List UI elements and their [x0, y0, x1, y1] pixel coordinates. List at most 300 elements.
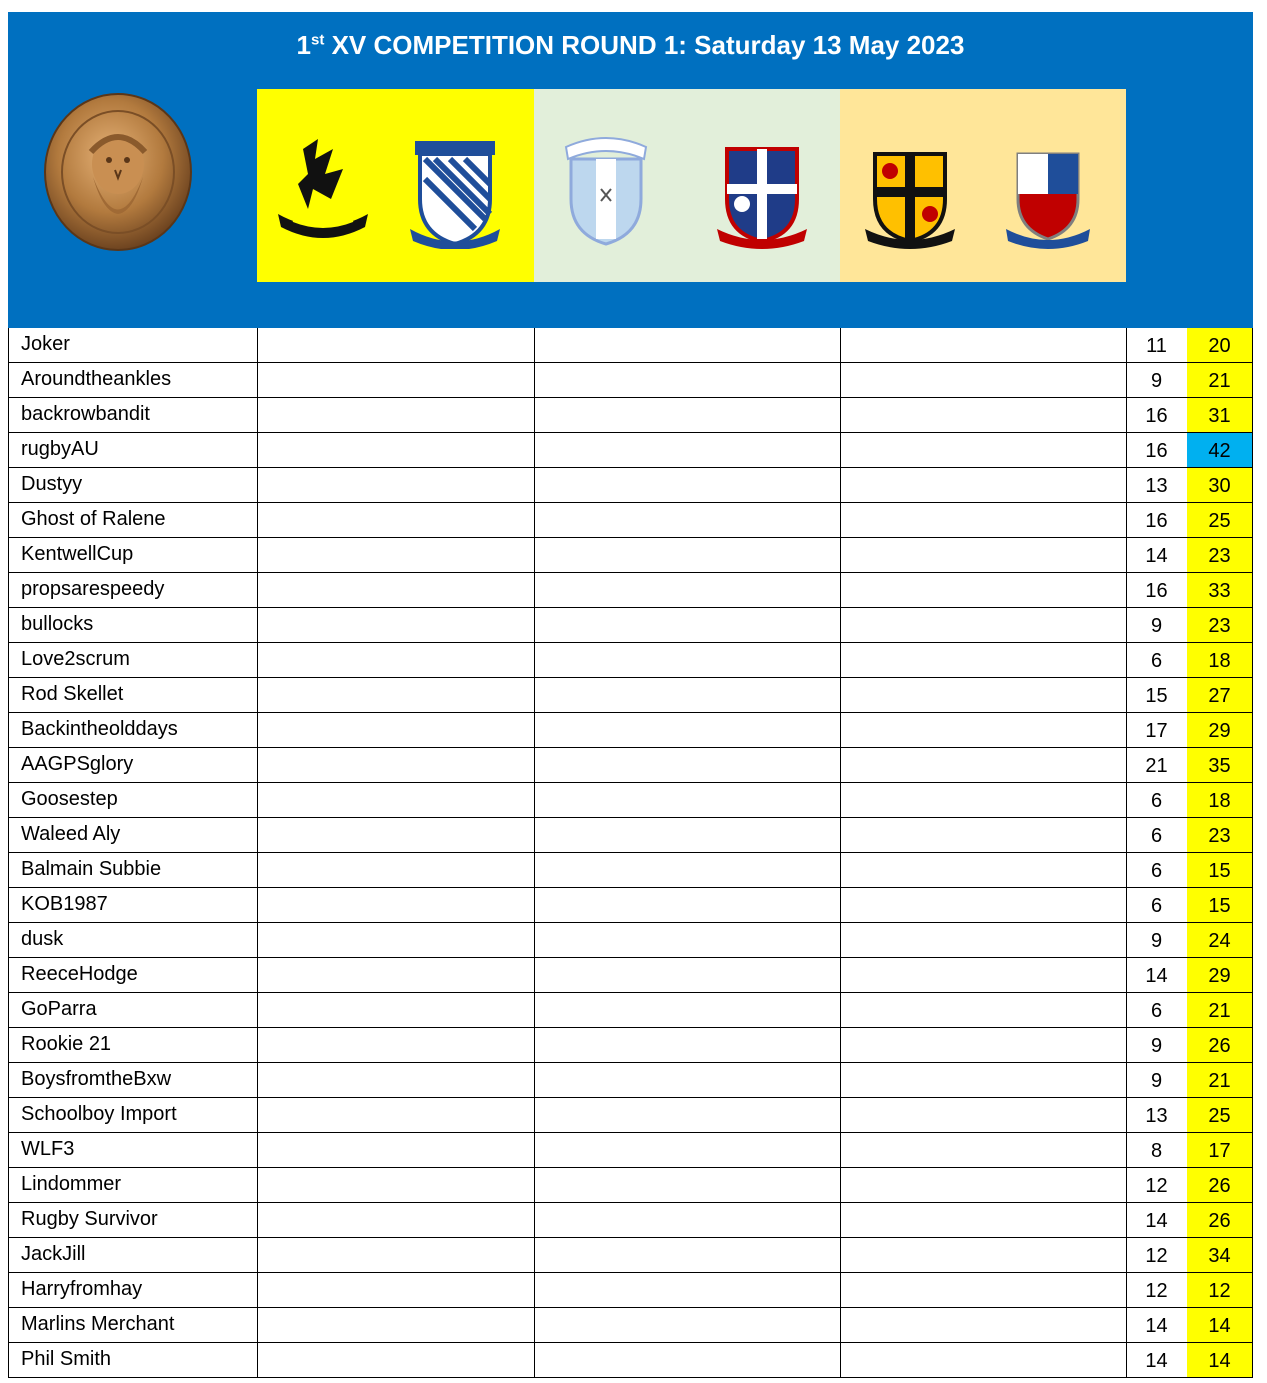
- total-score: 25: [1208, 510, 1231, 532]
- player-name-cell: [8, 328, 258, 363]
- round-score-cell: [1126, 993, 1188, 1028]
- player-name-cell: [8, 1028, 258, 1063]
- round-score: 16: [1145, 405, 1168, 427]
- player-name-cell: [8, 1133, 258, 1168]
- round-score: 9: [1150, 1035, 1163, 1057]
- total-score: 25: [1208, 1105, 1231, 1127]
- total-score-cell: [1187, 1063, 1253, 1098]
- total-score-cell: [1187, 1203, 1253, 1238]
- total-score: 21: [1208, 1000, 1231, 1022]
- round-score-cell: [1126, 888, 1188, 923]
- player-name-cell: [8, 608, 258, 643]
- player-name-cell: [8, 678, 258, 713]
- pick-cell-2: [534, 818, 841, 853]
- table-row: [8, 1028, 1253, 1063]
- total-score-cell: [1187, 1098, 1253, 1133]
- table-row: [8, 1098, 1253, 1133]
- round-score: 6: [1150, 825, 1163, 847]
- pick-cell-1: [257, 573, 535, 608]
- title-superscript: st: [311, 31, 325, 49]
- pick-cell-3: [840, 573, 1127, 608]
- pick-cell-1: [257, 923, 535, 958]
- pick-cell-2: [534, 1203, 841, 1238]
- total-score: 35: [1208, 755, 1231, 777]
- table-row: [8, 1203, 1253, 1238]
- pick-cell-1: [257, 783, 535, 818]
- total-score-cell: [1187, 853, 1253, 888]
- round-score: 6: [1150, 1000, 1163, 1022]
- table-row: [8, 573, 1253, 608]
- player-name: backrowbandit: [21, 403, 150, 425]
- pick-cell-3: [840, 853, 1127, 888]
- table-row: [8, 958, 1253, 993]
- total-score-cell: [1187, 713, 1253, 748]
- round-score-cell: [1126, 1133, 1188, 1168]
- pick-cell-1: [257, 713, 535, 748]
- player-name-cell: [8, 923, 258, 958]
- total-score: 20: [1208, 335, 1231, 357]
- round-score: 17: [1145, 720, 1168, 742]
- player-name-cell: [8, 1273, 258, 1308]
- pick-cell-2: [534, 503, 841, 538]
- player-name: ReeceHodge: [21, 963, 138, 985]
- player-name-cell: [8, 818, 258, 853]
- round-score-cell: [1126, 433, 1188, 468]
- player-name-cell: [8, 468, 258, 503]
- pick-cell-1: [257, 678, 535, 713]
- total-score: 42: [1208, 440, 1231, 462]
- pick-cell-2: [534, 398, 841, 433]
- round-score: 16: [1145, 580, 1168, 602]
- player-name-cell: [8, 503, 258, 538]
- round-score: 9: [1150, 930, 1163, 952]
- round-score-cell: [1126, 608, 1188, 643]
- total-score-cell: [1187, 748, 1253, 783]
- pick-cell-3: [840, 1238, 1127, 1273]
- pick-cell-1: [257, 1343, 535, 1378]
- table-row: [8, 1063, 1253, 1098]
- pick-cell-3: [840, 678, 1127, 713]
- player-name: Joker: [21, 333, 70, 355]
- pick-cell-1: [257, 958, 535, 993]
- pick-cell-1: [257, 608, 535, 643]
- total-score: 23: [1208, 615, 1231, 637]
- round-score: 16: [1145, 440, 1168, 462]
- title-prefix: 1: [296, 30, 312, 60]
- pick-cell-3: [840, 538, 1127, 573]
- pick-cell-3: [840, 958, 1127, 993]
- pick-cell-3: [840, 783, 1127, 818]
- round-score: 9: [1150, 370, 1163, 392]
- table-row: [8, 678, 1253, 713]
- pick-cell-3: [840, 993, 1127, 1028]
- pick-cell-2: [534, 468, 841, 503]
- pick-cell-2: [534, 1238, 841, 1273]
- round-score: 6: [1150, 895, 1163, 917]
- pick-cell-3: [840, 328, 1127, 363]
- player-name-cell: [8, 1168, 258, 1203]
- total-score: 27: [1208, 685, 1231, 707]
- table-row: [8, 1238, 1253, 1273]
- total-score: 24: [1208, 930, 1231, 952]
- total-score: 17: [1208, 1140, 1231, 1162]
- round-score-cell: [1126, 923, 1188, 958]
- total-score-cell: [1187, 993, 1253, 1028]
- round-score: 6: [1150, 860, 1163, 882]
- round-score-cell: [1126, 853, 1188, 888]
- table-row: [8, 363, 1253, 398]
- player-name-cell: [8, 1343, 258, 1378]
- table-row: [8, 1168, 1253, 1203]
- player-name-cell: [8, 713, 258, 748]
- round-score-cell: [1126, 1238, 1188, 1273]
- pick-cell-1: [257, 1168, 535, 1203]
- pick-cell-3: [840, 363, 1127, 398]
- pick-cell-3: [840, 503, 1127, 538]
- table-row: [8, 503, 1253, 538]
- player-name: Marlins Merchant: [21, 1313, 175, 1335]
- pick-cell-3: [840, 1133, 1127, 1168]
- round-score-cell: [1126, 538, 1188, 573]
- round-score-cell: [1126, 573, 1188, 608]
- riverview-crest-icon: [405, 129, 505, 249]
- total-score-cell: [1187, 538, 1253, 573]
- total-score-cell: [1187, 818, 1253, 853]
- table-row: [8, 433, 1253, 468]
- total-score-cell: [1187, 1028, 1253, 1063]
- pick-cell-3: [840, 818, 1127, 853]
- player-name-cell: [8, 538, 258, 573]
- total-score-cell: [1187, 888, 1253, 923]
- pick-cell-3: [840, 1063, 1127, 1098]
- pick-cell-1: [257, 853, 535, 888]
- round-score-cell: [1126, 468, 1188, 503]
- pick-cell-3: [840, 923, 1127, 958]
- pick-cell-1: [257, 1028, 535, 1063]
- title-rest: XV COMPETITION ROUND 1: Saturday 13 May 2023: [324, 30, 965, 60]
- round-score-cell: [1126, 363, 1188, 398]
- total-score: 21: [1208, 370, 1231, 392]
- pick-cell-2: [534, 1343, 841, 1378]
- round-score-cell: [1126, 1273, 1188, 1308]
- player-name-cell: [8, 1238, 258, 1273]
- total-score: 18: [1208, 790, 1231, 812]
- player-name: AAGPSglory: [21, 753, 134, 775]
- pick-cell-1: [257, 993, 535, 1028]
- pick-cell-3: [840, 433, 1127, 468]
- total-score: 30: [1208, 475, 1231, 497]
- total-score: 29: [1208, 720, 1231, 742]
- pick-cell-2: [534, 328, 841, 363]
- header-band: [8, 12, 1253, 328]
- total-score: 23: [1208, 545, 1231, 567]
- results-table: [8, 328, 1253, 1378]
- round-score-cell: [1126, 678, 1188, 713]
- crest-panel-green: [534, 89, 840, 282]
- pick-cell-1: [257, 1098, 535, 1133]
- pick-cell-2: [534, 363, 841, 398]
- total-score: 34: [1208, 1245, 1231, 1267]
- pick-cell-2: [534, 888, 841, 923]
- total-score: 23: [1208, 825, 1231, 847]
- round-score: 12: [1145, 1280, 1168, 1302]
- pick-cell-1: [257, 1308, 535, 1343]
- player-name: Rookie 21: [21, 1033, 112, 1055]
- pick-cell-3: [840, 1203, 1127, 1238]
- total-score-cell: [1187, 1273, 1253, 1308]
- player-name-cell: [8, 398, 258, 433]
- pick-cell-1: [257, 363, 535, 398]
- total-score-cell: [1187, 1308, 1253, 1343]
- total-score: 29: [1208, 965, 1231, 987]
- player-name: Aroundtheankles: [21, 368, 172, 390]
- player-name: rugbyAU: [21, 438, 99, 460]
- total-score: 31: [1208, 405, 1231, 427]
- table-row: [8, 608, 1253, 643]
- player-name: Waleed Aly: [21, 823, 121, 845]
- player-name-cell: [8, 1063, 258, 1098]
- player-name-cell: [8, 783, 258, 818]
- table-row: [8, 643, 1253, 678]
- total-score-cell: [1187, 643, 1253, 678]
- crest-panel-orange: [840, 89, 1126, 282]
- table-row: [8, 1133, 1253, 1168]
- round-score: 14: [1145, 1210, 1168, 1232]
- pick-cell-2: [534, 713, 841, 748]
- total-score: 26: [1208, 1035, 1231, 1057]
- pick-cell-2: [534, 1063, 841, 1098]
- player-name-cell: [8, 433, 258, 468]
- player-name: Dustyy: [21, 473, 83, 495]
- pick-cell-2: [534, 1098, 841, 1133]
- round-score-cell: [1126, 1063, 1188, 1098]
- total-score-cell: [1187, 363, 1253, 398]
- round-score: 14: [1145, 965, 1168, 987]
- player-name: KOB1987: [21, 893, 108, 915]
- round-score: 16: [1145, 510, 1168, 532]
- total-score-cell: [1187, 503, 1253, 538]
- table-row: [8, 713, 1253, 748]
- player-name: Harryfromhay: [21, 1278, 143, 1300]
- player-name-cell: [8, 1308, 258, 1343]
- table-row: [8, 328, 1253, 363]
- round-score: 12: [1145, 1245, 1168, 1267]
- pick-cell-2: [534, 573, 841, 608]
- pick-cell-1: [257, 503, 535, 538]
- pick-cell-2: [534, 1133, 841, 1168]
- player-name-cell: [8, 888, 258, 923]
- round-score: 8: [1150, 1140, 1163, 1162]
- pick-cell-2: [534, 853, 841, 888]
- total-score-cell: [1187, 328, 1253, 363]
- player-name: WLF3: [21, 1138, 75, 1160]
- total-score: 21: [1208, 1070, 1231, 1092]
- pick-cell-3: [840, 1273, 1127, 1308]
- player-name: Backintheolddays: [21, 718, 178, 740]
- player-name-cell: [8, 1203, 258, 1238]
- pick-cell-1: [257, 1238, 535, 1273]
- table-row: [8, 398, 1253, 433]
- round-score-cell: [1126, 818, 1188, 853]
- pick-cell-3: [840, 748, 1127, 783]
- pick-cell-3: [840, 713, 1127, 748]
- cross-stars-crest-icon: [712, 129, 812, 249]
- player-name-cell: [8, 1098, 258, 1133]
- scots-college-crest-icon: [860, 129, 960, 249]
- total-score-cell: [1187, 573, 1253, 608]
- round-score: 21: [1145, 755, 1168, 777]
- total-score-cell: [1187, 923, 1253, 958]
- pick-cell-2: [534, 993, 841, 1028]
- pick-cell-2: [534, 1168, 841, 1203]
- pick-cell-1: [257, 538, 535, 573]
- pick-cell-3: [840, 1168, 1127, 1203]
- pick-cell-3: [840, 1098, 1127, 1133]
- round-score: 15: [1145, 685, 1168, 707]
- player-name: KentwellCup: [21, 543, 134, 565]
- total-score-cell: [1187, 1168, 1253, 1203]
- total-score-cell: [1187, 1343, 1253, 1378]
- round-score-cell: [1126, 328, 1188, 363]
- dragon-crest-icon: [273, 129, 373, 249]
- total-score-cell: [1187, 1133, 1253, 1168]
- player-name: GoParra: [21, 998, 97, 1020]
- total-score: 26: [1208, 1175, 1231, 1197]
- round-score-cell: [1126, 1098, 1188, 1133]
- pick-cell-2: [534, 643, 841, 678]
- pick-cell-2: [534, 1308, 841, 1343]
- round-score: 14: [1145, 545, 1168, 567]
- pick-cell-2: [534, 608, 841, 643]
- pick-cell-2: [534, 538, 841, 573]
- pick-cell-1: [257, 398, 535, 433]
- pick-cell-2: [534, 1028, 841, 1063]
- round-score-cell: [1126, 958, 1188, 993]
- total-score: 26: [1208, 1210, 1231, 1232]
- pick-cell-2: [534, 923, 841, 958]
- player-name: dusk: [21, 928, 64, 950]
- round-score: 9: [1150, 615, 1163, 637]
- total-score: 15: [1208, 860, 1231, 882]
- player-name: JackJill: [21, 1243, 86, 1265]
- pick-cell-3: [840, 468, 1127, 503]
- association-medal-icon: [43, 92, 193, 252]
- total-score-cell: [1187, 783, 1253, 818]
- total-score: 18: [1208, 650, 1231, 672]
- round-score: 6: [1150, 650, 1163, 672]
- page-title: [8, 30, 1253, 61]
- round-score-cell: [1126, 1168, 1188, 1203]
- pick-cell-3: [840, 643, 1127, 678]
- player-name-cell: [8, 993, 258, 1028]
- table-row: [8, 1343, 1253, 1378]
- round-score-cell: [1126, 503, 1188, 538]
- pick-cell-1: [257, 888, 535, 923]
- player-name-cell: [8, 958, 258, 993]
- player-name: propsarespeedy: [21, 578, 165, 600]
- pick-cell-3: [840, 398, 1127, 433]
- round-score: 14: [1145, 1350, 1168, 1372]
- total-score: 33: [1208, 580, 1231, 602]
- total-score: 14: [1208, 1350, 1231, 1372]
- table-row: [8, 923, 1253, 958]
- table-row: [8, 468, 1253, 503]
- player-name: Rod Skellet: [21, 683, 124, 705]
- player-name: Ghost of Ralene: [21, 508, 166, 530]
- table-row: [8, 783, 1253, 818]
- pick-cell-1: [257, 643, 535, 678]
- pick-cell-1: [257, 748, 535, 783]
- table-row: [8, 993, 1253, 1028]
- total-score-cell: [1187, 398, 1253, 433]
- round-score-cell: [1126, 643, 1188, 678]
- pick-cell-1: [257, 1063, 535, 1098]
- total-score: 15: [1208, 895, 1231, 917]
- round-score: 6: [1150, 790, 1163, 812]
- pick-cell-1: [257, 468, 535, 503]
- round-score-cell: [1126, 398, 1188, 433]
- pick-cell-2: [534, 958, 841, 993]
- pick-cell-3: [840, 1343, 1127, 1378]
- total-score-cell: [1187, 1238, 1253, 1273]
- player-name: Love2scrum: [21, 648, 130, 670]
- player-name: Phil Smith: [21, 1348, 112, 1370]
- player-name-cell: [8, 853, 258, 888]
- table-row: [8, 888, 1253, 923]
- player-name: Lindommer: [21, 1173, 122, 1195]
- total-score: 14: [1208, 1315, 1231, 1337]
- pick-cell-1: [257, 1273, 535, 1308]
- pick-cell-1: [257, 1203, 535, 1238]
- round-score: 13: [1145, 475, 1168, 497]
- player-name: Goosestep: [21, 788, 118, 810]
- player-name-cell: [8, 573, 258, 608]
- pick-cell-2: [534, 1273, 841, 1308]
- total-score-cell: [1187, 678, 1253, 713]
- player-name: Balmain Subbie: [21, 858, 162, 880]
- player-name: bullocks: [21, 613, 94, 635]
- player-name: Schoolboy Import: [21, 1103, 177, 1125]
- table-row: [8, 1308, 1253, 1343]
- pick-cell-2: [534, 783, 841, 818]
- pick-cell-3: [840, 888, 1127, 923]
- crest-panel-yellow: [257, 89, 534, 282]
- st-josephs-crest-icon: [998, 129, 1098, 249]
- round-score-cell: [1126, 1028, 1188, 1063]
- round-score-cell: [1126, 1308, 1188, 1343]
- round-score: 13: [1145, 1105, 1168, 1127]
- round-score: 14: [1145, 1315, 1168, 1337]
- pick-cell-3: [840, 1028, 1127, 1063]
- pick-cell-3: [840, 1308, 1127, 1343]
- player-name: Rugby Survivor: [21, 1208, 158, 1230]
- pick-cell-3: [840, 608, 1127, 643]
- total-score-cell: [1187, 958, 1253, 993]
- round-score: 11: [1146, 335, 1167, 357]
- round-score-cell: [1126, 1343, 1188, 1378]
- round-score-cell: [1126, 748, 1188, 783]
- pick-cell-1: [257, 328, 535, 363]
- total-score: 12: [1208, 1280, 1231, 1302]
- table-row: [8, 1273, 1253, 1308]
- player-name: BoysfromtheBxw: [21, 1068, 172, 1090]
- player-name-cell: [8, 363, 258, 398]
- pick-cell-2: [534, 433, 841, 468]
- table-row: [8, 818, 1253, 853]
- round-score-cell: [1126, 783, 1188, 818]
- total-score-cell: [1187, 468, 1253, 503]
- pick-cell-2: [534, 678, 841, 713]
